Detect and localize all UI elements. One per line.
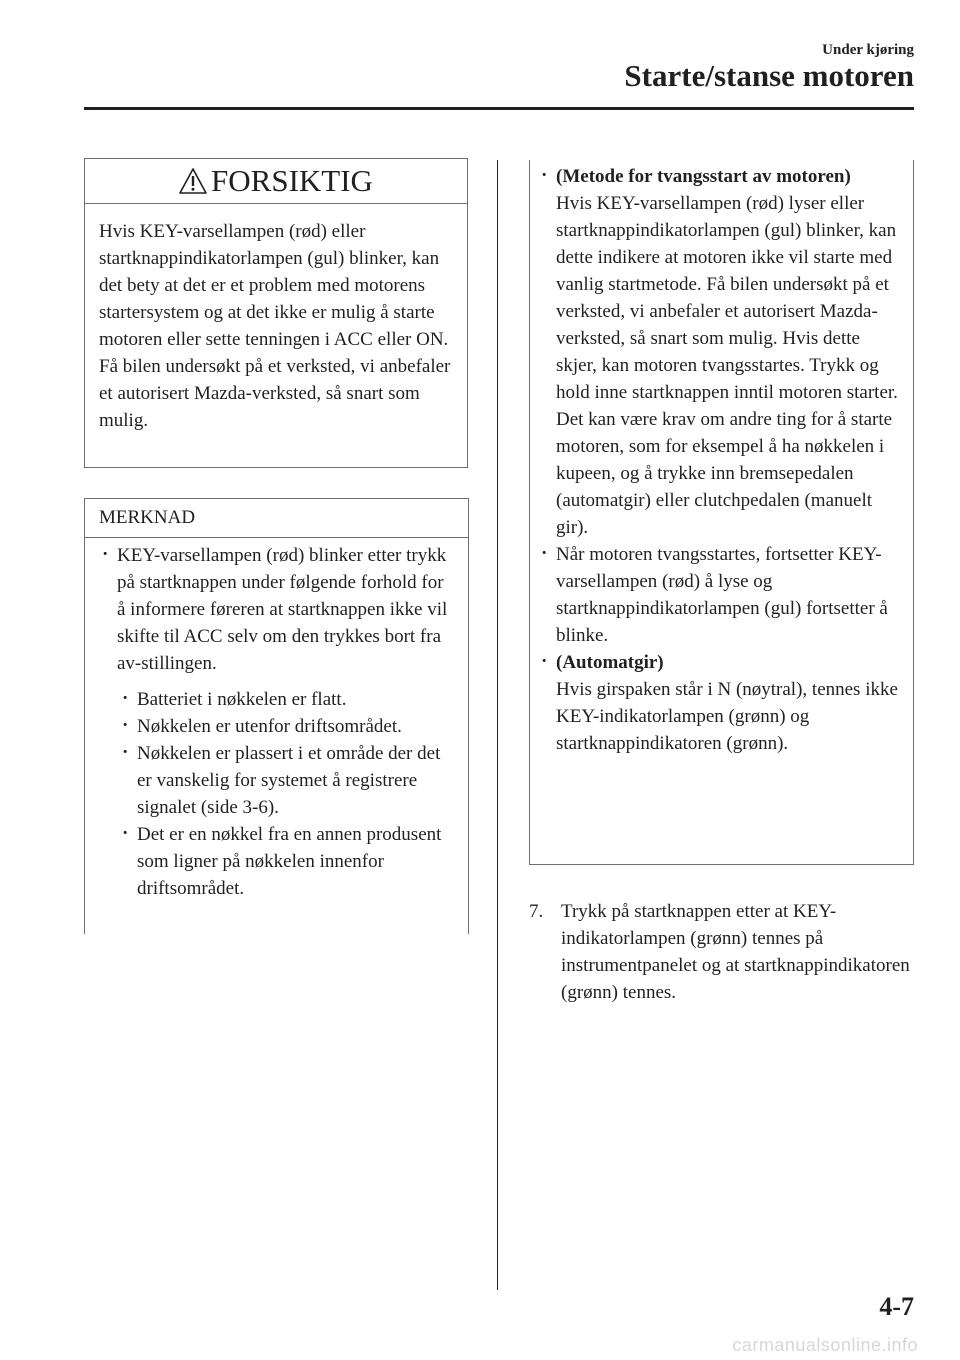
watermark: carmanualsonline.info: [732, 1335, 918, 1355]
step-text: Trykk på startknappen etter at KEY-indikatorlampen (grønn) tennes på instrumentpanelet og at startknappindikatoren (grønn) tennes.: [561, 901, 910, 1003]
page-number: 4-7: [879, 1292, 914, 1321]
forced-start-text: Hvis KEY-varsellampen (rød) lyser eller startknappindikatorlampen (gul) blinker, kan dette indikere at motoren ikke vil starte med vanlig startmetode. Få bilen undersøkt på et verksted, vi anbefaler et autorisert Mazda-verksted, så snart som mulig. Hvis dette skjer, kan motoren tvangsstartes. Trykk og hold inne startknappen inntil motoren starter. Det kan være krav om andre ting for å starte motoren, som for eksempel å ha nøkkelen i kupeen, og å trykke inn bremsepedalen (automatgir) eller clutchpedalen (manuelt gir).: [556, 193, 898, 538]
note-box: [84, 498, 469, 934]
note-sub-bullet: · Nøkkelen er plassert i et område der det er vanskelig for systemet å registrere signalet (side 3-6).: [119, 740, 456, 821]
note-bullet: · KEY-varsellampen (rød) blinker etter trykk på startknappen under følgende forhold for å informere føreren at startknappen ikke vil skifte til ACC selv om den trykkes bort fra av-stillingen.: [99, 542, 456, 677]
caution-heading: [85, 159, 467, 204]
column-divider: [497, 160, 498, 1290]
note-sub-bullet: · Nøkkelen er utenfor driftsområdet.: [119, 713, 456, 740]
step-7: [529, 898, 914, 1006]
note-sub-bullet: · Batteriet i nøkkelen er flatt.: [119, 686, 456, 713]
caution-heading-text: FORSIKTIG: [211, 163, 373, 198]
continuation-box: [529, 160, 914, 865]
section-title: Under kjøring: [822, 42, 914, 58]
automatic-heading: · (Automatgir): [556, 652, 664, 673]
header-rule: [84, 107, 914, 110]
forced-start-indicator-item: · Når motoren tvangsstartes, fortsetter KEY-varsellampen (rød) å lyse og startknappindikatorlampen (gul) fortsetter å blinke.: [538, 541, 903, 649]
caution-box: [84, 158, 468, 468]
step-number: 7.: [529, 901, 544, 922]
caution-text: Hvis KEY-varsellampen (rød) eller startknappindikatorlampen (gul) blinker, kan det bety at det er et problem med motorens startersystem og at det ikke er mulig å starte motoren eller sette tenningen i ACC eller ON. Få bilen undersøkt på et verksted, vi anbefaler et autorisert Mazda-verksted, så snart som mulig.: [99, 221, 451, 431]
note-sub-bullet: · Det er en nøkkel fra en annen produsent som ligner på nøkkelen innenfor driftsområdet.: [119, 821, 456, 902]
forced-start-heading: · (Metode for tvangsstart av motoren): [556, 166, 851, 187]
automatic-text: Hvis girspaken står i N (nøytral), tennes ikke KEY-indikatorlampen (grønn) og startknappindikatoren (grønn).: [556, 679, 898, 754]
note-sub-list: [99, 686, 456, 902]
automatic-item: [538, 649, 903, 757]
forced-start-item: [538, 163, 903, 541]
warning-triangle-icon: [179, 167, 207, 195]
note-heading: MERKNAD: [85, 499, 468, 538]
page-title: Starte/stanse motoren: [624, 58, 914, 93]
